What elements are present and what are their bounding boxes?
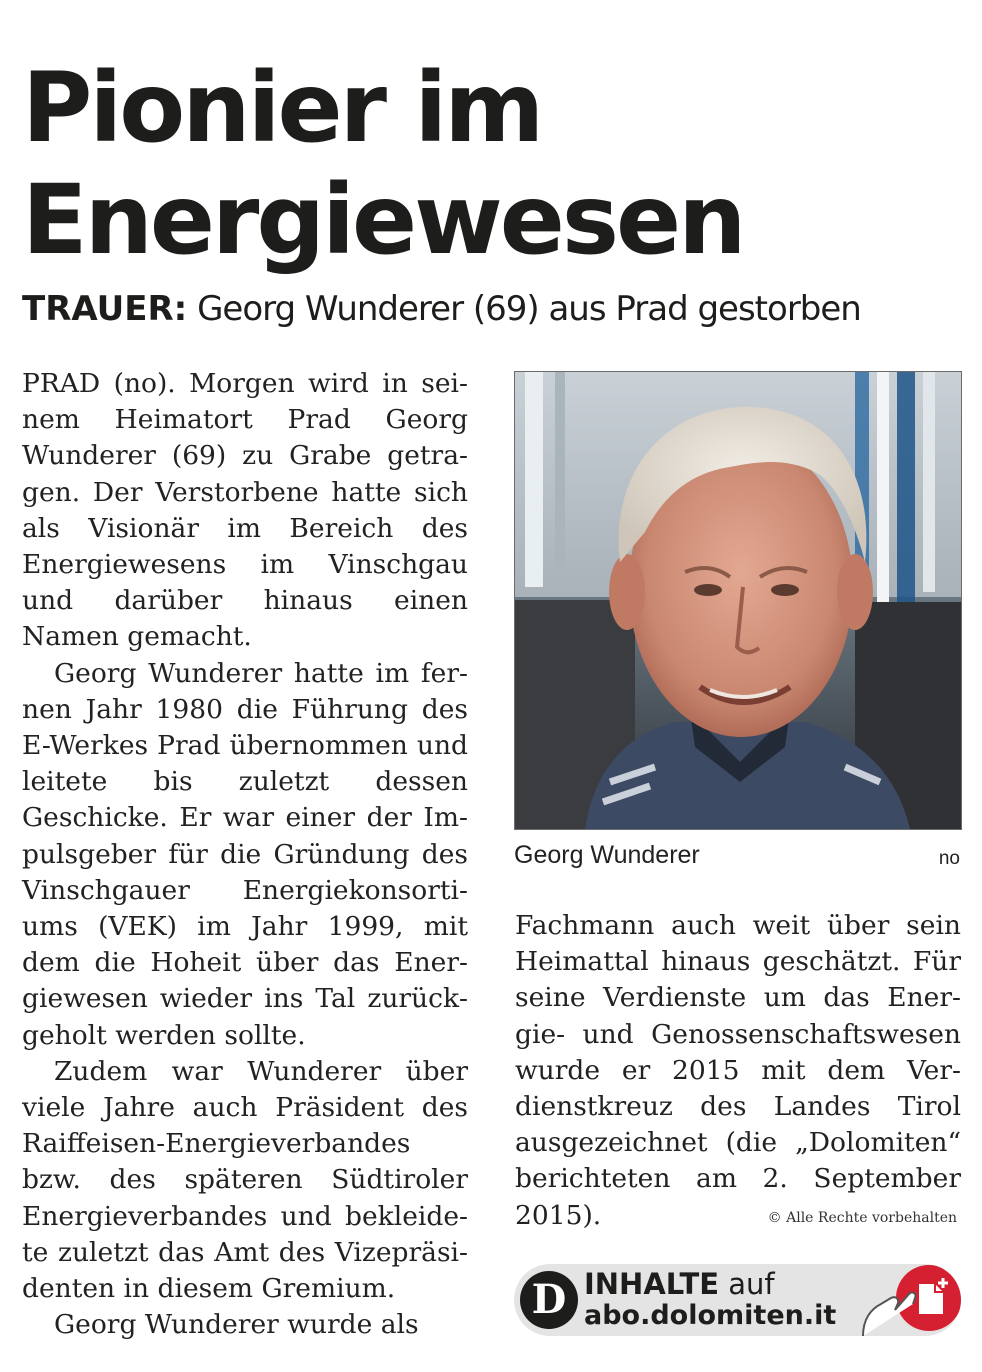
hand-tap-icon xyxy=(851,1264,961,1336)
headline-line-1: Pionier im xyxy=(22,52,542,164)
subheadline xyxy=(22,286,972,332)
caption-text: Georg Wunderer xyxy=(514,841,700,869)
photo-caption xyxy=(514,838,960,874)
kicker: TRAUER: xyxy=(22,289,188,329)
paragraph-4-start: Georg Wunderer wurde als xyxy=(54,1309,419,1341)
headline xyxy=(22,52,962,276)
promo-headline-rest: auf xyxy=(719,1267,775,1301)
portrait-illustration xyxy=(515,372,961,829)
promo-headline xyxy=(584,1266,775,1302)
paragraph-4-continued: Fachmann auch weit über sein Heimattal hinaus geschätzt. Für seine Verdienste um das Energie- und Genossenschaftswesen wurde er 2015 mit dem Verdienstkreuz des Landes Tirol ausgezeichnet (die „Dolomiten“ berichteten am 2. September 2015). xyxy=(515,910,961,1231)
subheadline-text: Georg Wunderer (69) aus Prad gestorben xyxy=(197,289,861,329)
article-column-right xyxy=(515,908,961,1234)
paragraph-3: Zudem war Wunderer über viele Jahre auch Präsident des Raiffeisen-Energieverbandes bzw. des späteren Südtiroler Energieverbandes und bekleidete zuletzt das Amt des Vizepräsidenten in diesem Gremium. xyxy=(22,1055,468,1305)
article-column-left xyxy=(22,366,468,1343)
portrait-photo xyxy=(514,371,962,830)
paragraph-1: PRAD (no). Morgen wird in seinem Heimatort Prad Georg Wunderer (69) zu Grabe getragen. Der Verstorbene hatte sich als Visionär im Bereich des Energiewesens im Vinschgau und darüber hinaus einen Namen gemacht. xyxy=(22,368,468,653)
photo-credit: no xyxy=(938,848,960,869)
headline-line-2: Energiewesen xyxy=(22,164,744,276)
paragraph-2: Georg Wunderer hatte im fernen Jahr 1980 die Führung des E-Werkes Prad übernommen und leitete bis zuletzt dessen Geschicke. Er war einer der Impulsgeber für die Gründung des Vinschgauer Energiekonsortiums (VEK) im Jahr 1999, mit dem die Hoheit über das Energiewesen wieder ins Tal zurückgeholt werden sollte. xyxy=(22,657,468,1051)
promo-banner[interactable] xyxy=(514,1264,961,1336)
promo-url[interactable]: abo.dolomiten.it xyxy=(584,1300,837,1331)
dolomiten-logo: D xyxy=(520,1271,578,1329)
promo-headline-bold: INHALTE xyxy=(584,1267,720,1301)
copyright-notice: © Alle Rechte vorbehalten xyxy=(767,1210,957,1226)
